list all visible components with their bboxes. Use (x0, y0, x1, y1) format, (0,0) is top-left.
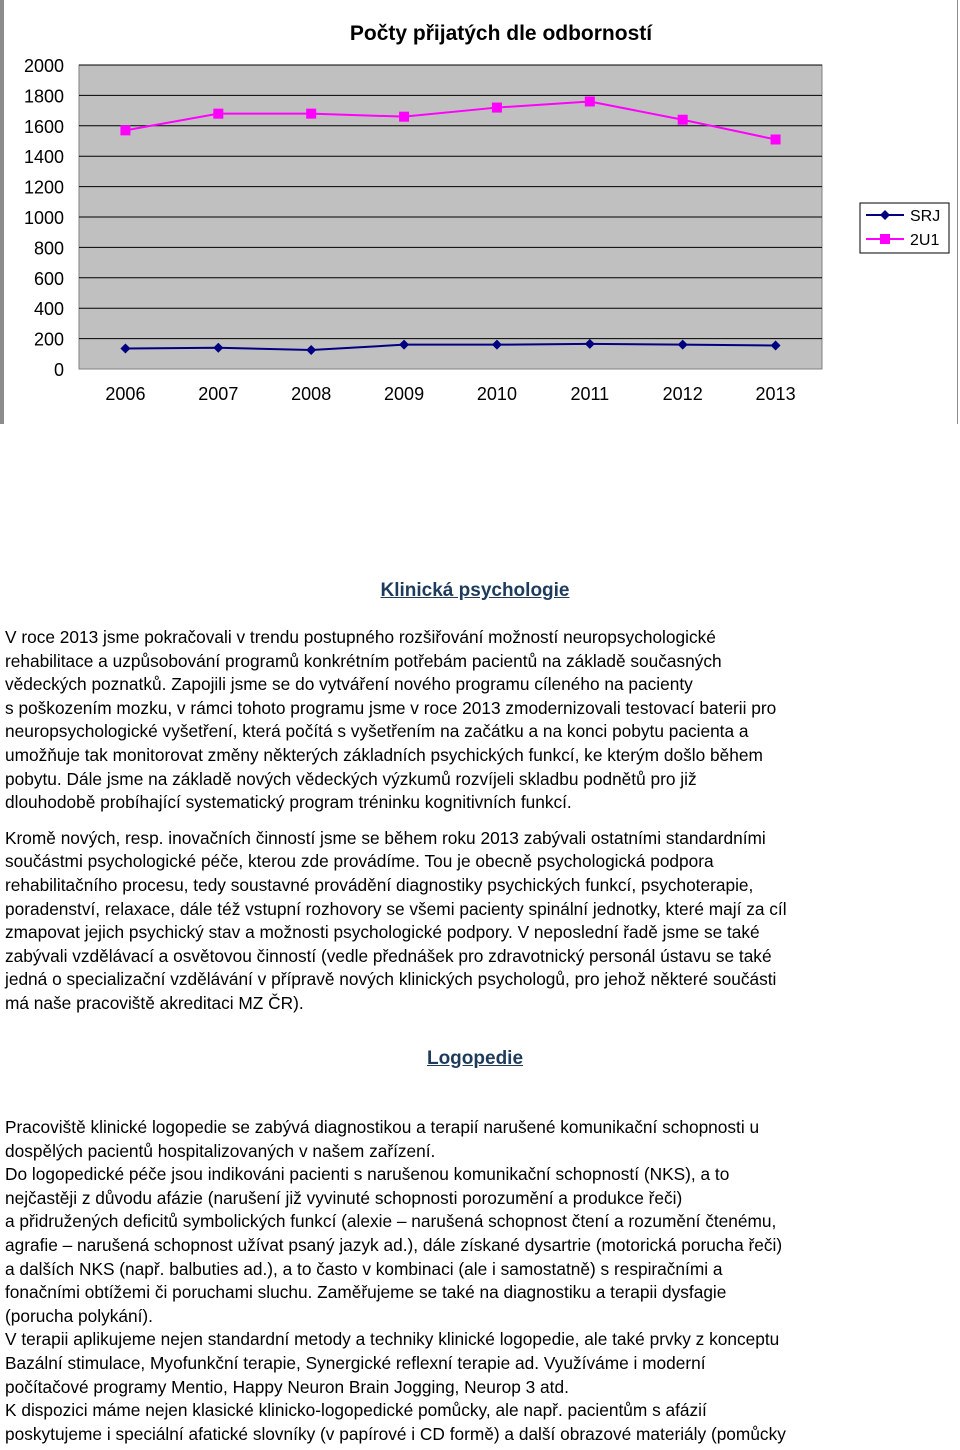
psychology-paragraph-2 (5, 827, 945, 1016)
y-tick-label: 1800 (23, 86, 64, 107)
speech-therapy-heading: Logopedie (426, 1048, 524, 1069)
y-tick-label: 1600 (23, 116, 64, 137)
text-line: zabývali vzdělávací a osvětovou činností (vedle přednášek pro zdravotnický personál ústavu se také (5, 945, 772, 966)
x-tick-label: 2006 (105, 384, 146, 404)
text-line: V roce 2013 jsme pokračovali v trendu postupného rozšiřování možností neuropsychologické (5, 627, 716, 647)
text-line: poskytujeme i speciální afatické slovníky (v papírové i CD formě) a další obrazové materiály (pomůcky (5, 1423, 786, 1444)
text-line: V terapii aplikujeme nejen standardní metody a techniky klinické logopedie, ale také prvky z konceptu (5, 1329, 780, 1350)
text-line: součástmi psychologické péče, kterou zde provádíme. Tou je obecně psychologická podpora (5, 851, 714, 872)
y-tick-label: 200 (33, 329, 64, 350)
text-line: umožňuje tak monitorovat změny některých základních psychických funkcí, ke kterým došlo během (5, 744, 763, 765)
text-line: Kromě nových, resp. inovačních činností jsme se během roku 2013 zabývali ostatními standardními (5, 827, 766, 848)
text-line: (porucha polykání). (5, 1305, 153, 1326)
data-point (678, 115, 688, 125)
psychology-paragraph-1 (5, 626, 945, 815)
x-tick-label: 2007 (198, 384, 239, 404)
text-line: neuropsychologické vyšetření, která počítá s vyšetřením na začátku a na konci pobytu pacienta a (5, 721, 749, 742)
text-line: rehabilitace a uzpůsobování programů konkrétním potřebám pacientů na základě současných (5, 650, 722, 671)
psychology-text (5, 626, 945, 1016)
data-point (585, 96, 595, 106)
text-line: Pracoviště klinické logopedie se zabývá diagnostikou a terapií narušené komunikační schopnosti u (5, 1117, 760, 1137)
data-point (120, 125, 130, 135)
legend-marker (880, 234, 890, 244)
text-line: a přidružených deficitů symbolických funkcí (alexie – narušená schopnost čtení a rozumění čtenému, (5, 1211, 777, 1232)
text-line: pobytu. Dále jsme na základě nových vědeckých výzkumů rozvíjeli skladbu podnětů pro již (5, 768, 697, 789)
text-line: a dalších NKS (např. balbuties ad.), a to často v kombinaci (ale i samostatně) s respiračními a (5, 1258, 723, 1279)
y-tick-label: 400 (33, 299, 64, 320)
text-line: jedná o specializační vzdělávání v přípravě nových klinických psychologů, pro jehož některé součásti (5, 969, 777, 990)
data-point (213, 109, 223, 119)
x-tick-label: 2011 (570, 384, 610, 404)
text-line: rehabilitačního procesu, tedy soustavné provádění diagnostiky psychických funkcí, psychoterapie, (5, 874, 754, 895)
chart-title: Počty přijatých dle odborností (349, 22, 653, 45)
text-line: dospělých pacientů hospitalizovaných v našem zařízení. (5, 1140, 436, 1161)
x-tick-label: 2008 (291, 384, 332, 404)
data-point (492, 103, 502, 113)
text-line: vědeckých poznatků. Zapojili jsme se do vytváření nového programu cíleného na pacienty (5, 674, 693, 695)
y-tick-label: 2000 (23, 56, 64, 76)
y-tick-label: 1200 (23, 177, 64, 198)
speech-paragraph-1 (5, 1116, 945, 1446)
text-line: má naše pracoviště akreditaci MZ ČR). (5, 992, 304, 1013)
line-chart (4, 0, 960, 424)
text-line: fonačními obtížemi či poruchami sluchu. Zaměřujeme se také na diagnostiku a terapii dysfagie (5, 1282, 727, 1303)
text-line: Do logopedické péče jsou indikováni pacienti s narušenou komunikační schopností (NKS), a to (5, 1164, 730, 1185)
text-line: nejčastěji z důvodu afázie (narušení již vyvinuté schopnosti porozumění a produkce řeči) (5, 1187, 683, 1208)
x-tick-label: 2010 (476, 384, 517, 404)
legend-label: 2U1 (910, 232, 940, 249)
y-tick-label: 800 (33, 238, 64, 259)
y-tick-label: 1400 (23, 147, 64, 168)
text-line: počítačové programy Mentio, Happy Neuron Brain Jogging, Neurop 3 atd. (5, 1376, 569, 1397)
y-tick-label: 1000 (23, 208, 64, 228)
text-line: dlouhodobě probíhající systematický program tréninku kognitivních funkcí. (5, 792, 572, 813)
y-tick-label: 600 (33, 268, 64, 289)
y-tick-label: 0 (53, 360, 64, 380)
text-line: s poškozením mozku, v rámci tohoto programu jsme v roce 2013 zmodernizovali testovací baterii pro (5, 697, 777, 718)
x-tick-label: 2009 (384, 384, 425, 404)
text-line: agrafie – narušená schopnost užívat psaný jazyk ad.), dále získané dysartrie (motorická porucha řeči) (5, 1234, 783, 1255)
data-point (399, 112, 409, 122)
legend-label: SRJ (910, 208, 941, 225)
x-tick-label: 2013 (755, 384, 796, 404)
x-tick-label: 2012 (662, 384, 703, 404)
data-point (306, 109, 316, 119)
text-line: zmapovat jejich psychický stav a možnosti psychologické podpory. V neposlední řadě jsme se také (5, 922, 760, 943)
text-line: Bazální stimulace, Myofunkční terapie, Synergické reflexní terapie ad. Využíváme i moderní (5, 1352, 706, 1373)
chart-container (0, 0, 958, 424)
psychology-heading: Klinická psychologie (380, 580, 570, 601)
data-point (771, 134, 781, 144)
text-line: poradenství, relaxace, dále též vstupní rozhovory se všemi pacienty spinální jednotky, které mají za cíl (5, 898, 787, 919)
speech-therapy-text (5, 1116, 945, 1446)
text-line: K dispozici máme nejen klasické klinicko-logopedické pomůcky, ale např. pacientům s afázií (5, 1400, 707, 1421)
